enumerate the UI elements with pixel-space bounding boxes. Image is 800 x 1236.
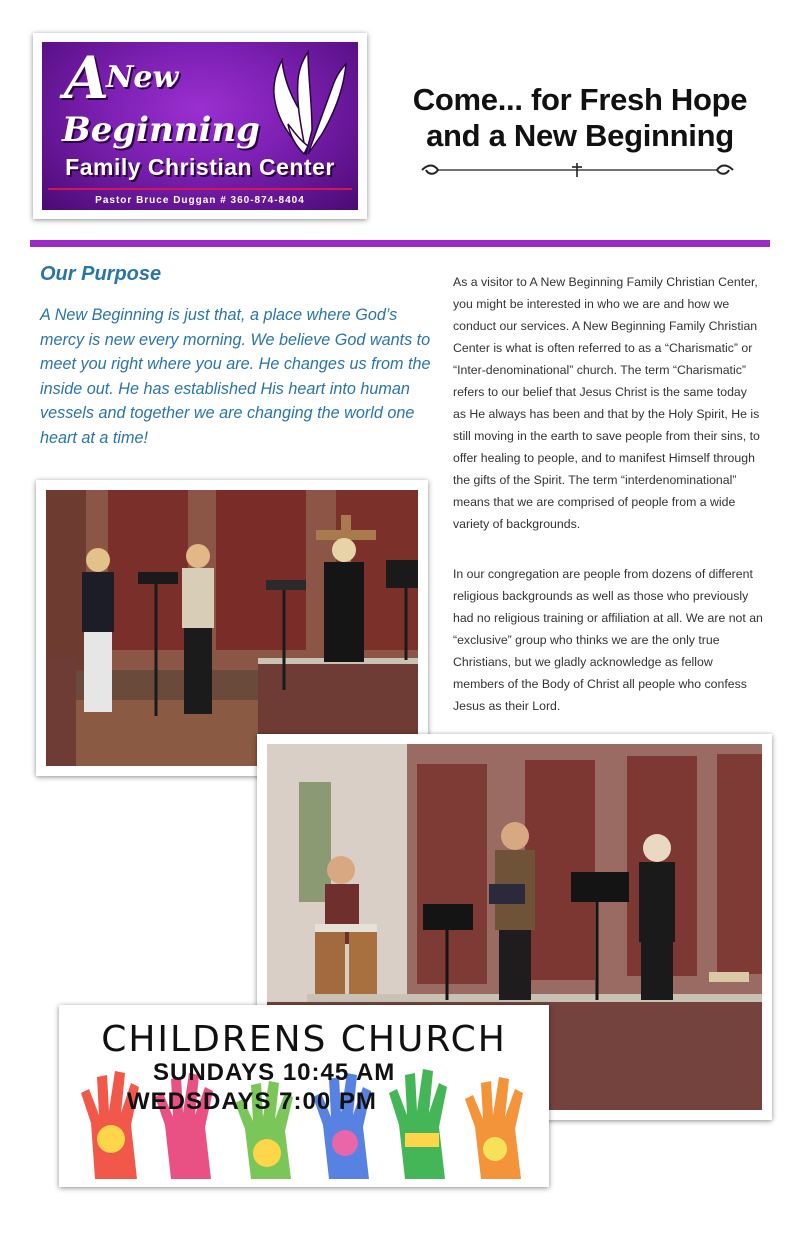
childrens-church-wednesdays: WEDSDAYS 7:00 PM [127, 1088, 377, 1115]
logo-script-a: A [64, 44, 110, 112]
about-paragraph-2: In our congregation are people from dozens of different religious backgrounds as well as those who previously had no religious training or affiliation at all. We are not an “exclusive” group who thinks we are the only true Christians, but we gladly acknowledge as fellow members of the Body of Christ all people who confess Jesus as their Lord. [453, 567, 763, 713]
section-divider [30, 240, 770, 247]
worship-singers-photo [46, 490, 418, 766]
worship-photo-frame [36, 480, 428, 776]
logo-frame [33, 33, 367, 219]
logo-divider [48, 188, 352, 190]
about-paragraph-1: As a visitor to A New Beginning Family Christian Center, you might be interested in who we are and how we conduct our services. A New Beginning Family Christian Center is what is often referred to as a “Charismatic” or “Inter-denominational” church. The term “Charismatic” refers to our belief that Jesus Christ is the same today as He always has been and that by the Holy Spirit, He is still moving in the earth to save people from their sins, to offer healing to people, and to manifest Himself through the gifts of the Spirit. The term “interdenominational” means that we are comprised of people from a wide variety of backgrounds. [453, 275, 760, 531]
page-headline [395, 82, 765, 154]
purpose-body: A New Beginning is just that, a place where God’s mercy is new every morning. We believe God wants to meet you right where you are. He changes us from the inside out. He has established His heart into human vessels and together we are changing the world one heart at a time! [40, 306, 431, 447]
ornament-divider-icon [420, 160, 735, 180]
logo-family-line: Family Christian Center [65, 154, 335, 180]
childrens-church-banner [67, 1013, 541, 1179]
church-logo [42, 42, 358, 210]
flame-dove-icon [262, 50, 350, 158]
headline-line-2: and a New Beginning [426, 118, 734, 153]
childrens-church-title: CHILDRENS CHURCH [101, 1019, 507, 1060]
childrens-church-frame [59, 1005, 549, 1187]
childrens-church-sundays: SUNDAYS 10:45 AM [153, 1059, 396, 1086]
logo-script-new: New [106, 60, 179, 95]
logo-pastor-line: Pastor Bruce Duggan # 360-874-8404 [95, 195, 305, 206]
logo-script-beginning: Beginning [62, 110, 260, 150]
purpose-title: Our Purpose [40, 263, 162, 285]
headline-line-1: Come... for Fresh Hope [412, 82, 748, 117]
